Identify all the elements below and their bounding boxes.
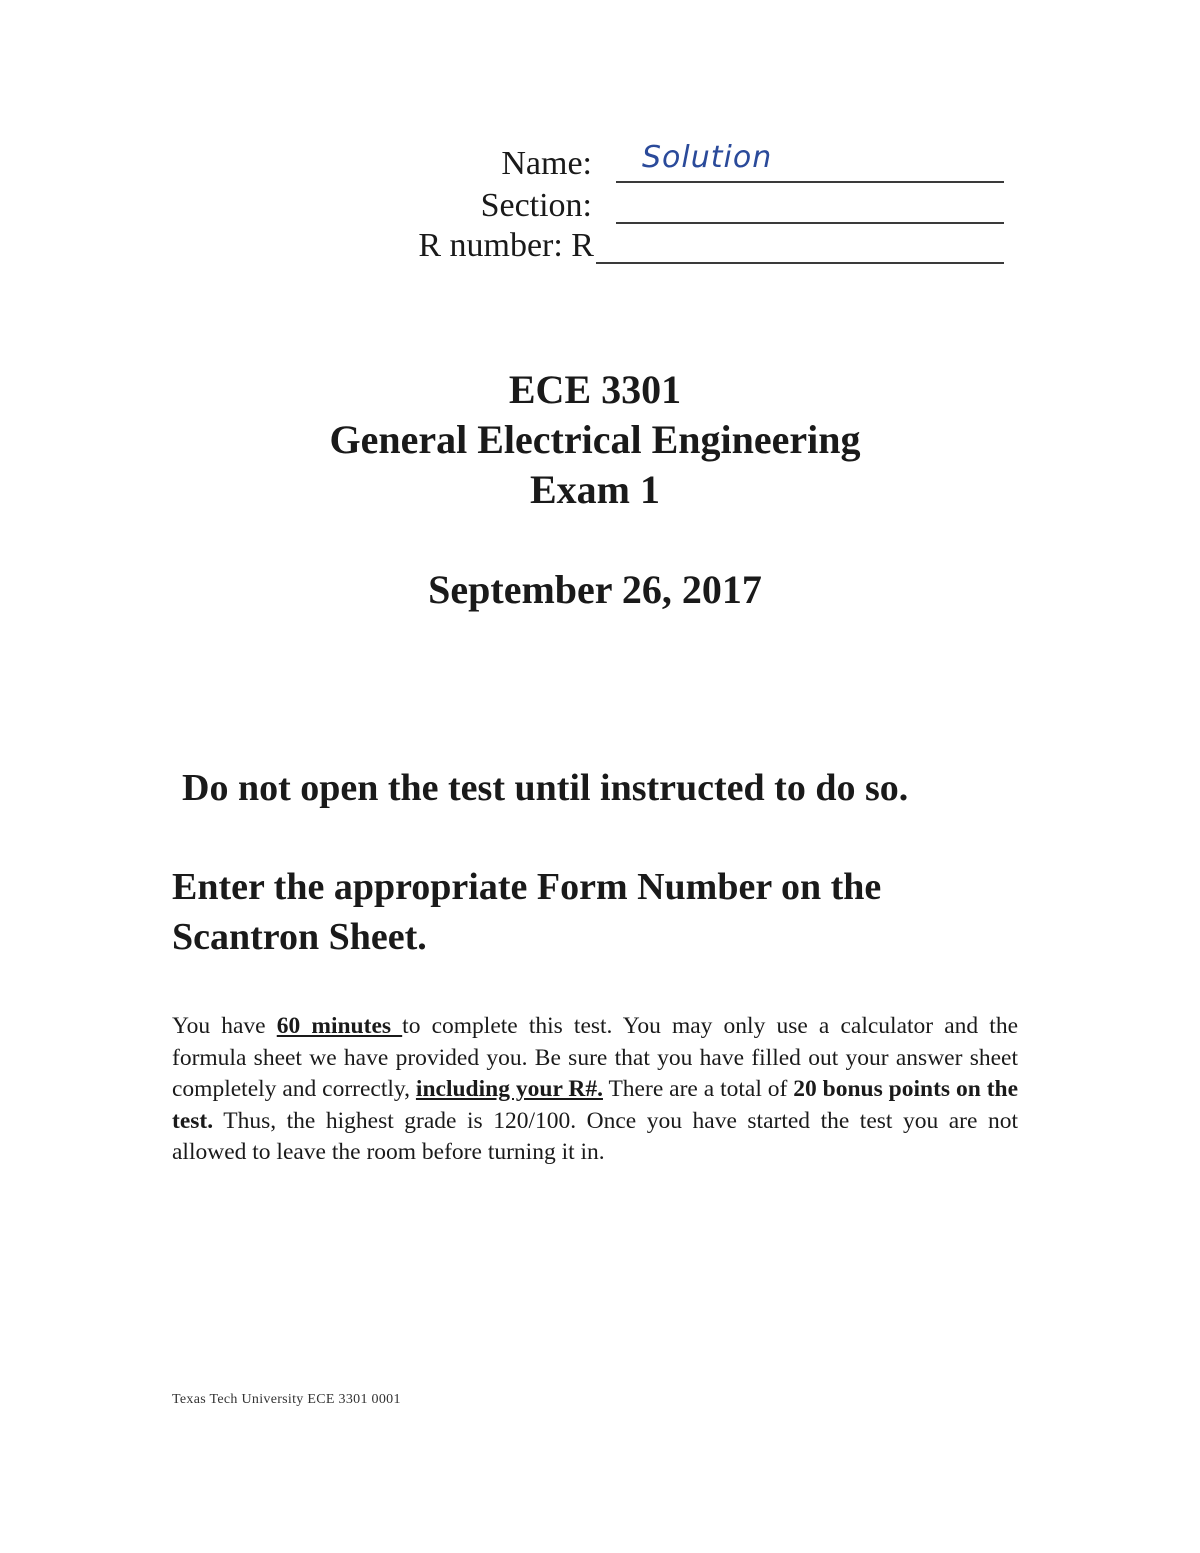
name-value[interactable]: Solution	[642, 140, 773, 175]
section-label: Section:	[480, 187, 592, 224]
do-not-open-notice: Do not open the test until instructed to do so.	[182, 767, 909, 809]
time-limit: 60 minutes	[276, 1013, 403, 1039]
r-number-field-line	[596, 262, 1004, 264]
instructions-text-4: Thus, the highest grade is 120/100. Once you have started the test you are not allowed to leave the room before turning it in.	[172, 1107, 1018, 1165]
form-number-notice-line2: Scantron Sheet.	[172, 916, 427, 958]
course-number: ECE 3301	[508, 367, 682, 412]
section-field-line	[616, 222, 1004, 224]
course-name: General Electrical Engineering	[329, 417, 861, 462]
instructions-text-3: There are a total of	[602, 1076, 794, 1102]
instructions-text-2: to complete this test. You may only use a calculator and the formula sheet we have provided you. Be sure that you have filled out your answer sheet completely and correctly,	[172, 1013, 1019, 1102]
name-label: Name:	[501, 145, 592, 182]
r-number-emphasis: including your R#.	[415, 1076, 603, 1102]
page-footer: Texas Tech University ECE 3301 0001	[172, 1392, 401, 1407]
exam-title: Exam 1	[530, 467, 660, 512]
exam-date: September 26, 2017	[428, 567, 762, 612]
name-field-line	[616, 181, 1004, 183]
instructions-paragraph	[172, 1011, 1018, 1169]
instructions-text-1: You have	[172, 1013, 277, 1039]
bonus-points: 20 bonus points on the test.	[172, 1076, 1019, 1134]
r-number-label: R number: R	[418, 227, 594, 264]
form-number-notice-line1: Enter the appropriate Form Number on the	[172, 866, 882, 908]
